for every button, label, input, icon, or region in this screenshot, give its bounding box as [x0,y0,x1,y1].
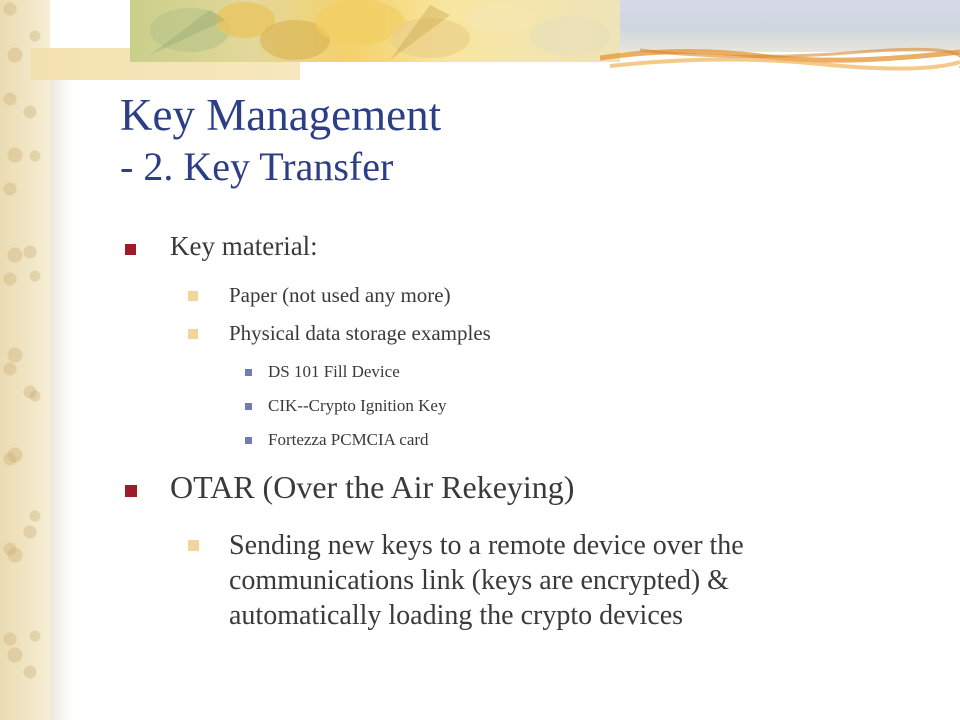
bullet-marker [125,244,136,255]
bullet-text-line-2: communications link (keys are encrypted) & [229,565,729,596]
bullet-marker [188,329,198,339]
bullet-text: DS 101 Fill Device [268,362,400,381]
bullet-cik [268,396,446,416]
bullet-marker [188,540,199,551]
bullet-marker [188,291,198,301]
bullet-otar [170,469,574,506]
bullet-text-line-1: Sending new keys to a remote device over the [229,530,744,561]
bullet-text: Paper (not used any more) [229,283,451,307]
bullet-marker [245,437,252,444]
bullet-ds101 [268,362,400,382]
slide-title-main: Key Management [120,90,442,140]
bullet-fortezza [268,430,429,450]
bullet-marker [245,369,252,376]
bullet-text: Key material: [170,231,318,261]
bullet-text: CIK--Crypto Ignition Key [268,396,447,415]
bullet-paper [229,283,451,308]
bullet-text: Physical data storage examples [229,321,491,345]
bullet-text-line-3: automatically loading the crypto devices [229,600,684,631]
bullet-marker [245,403,252,410]
slide-title-sub: - 2. Key Transfer [120,143,394,189]
bullet-marker [125,485,137,497]
bullet-key-material [170,231,318,262]
bullet-text: Fortezza PCMCIA card [268,430,429,449]
bullet-physical-storage [229,321,491,346]
bullet-sending-keys [229,528,744,633]
bullet-text: OTAR (Over the Air Rekeying) [170,469,575,505]
